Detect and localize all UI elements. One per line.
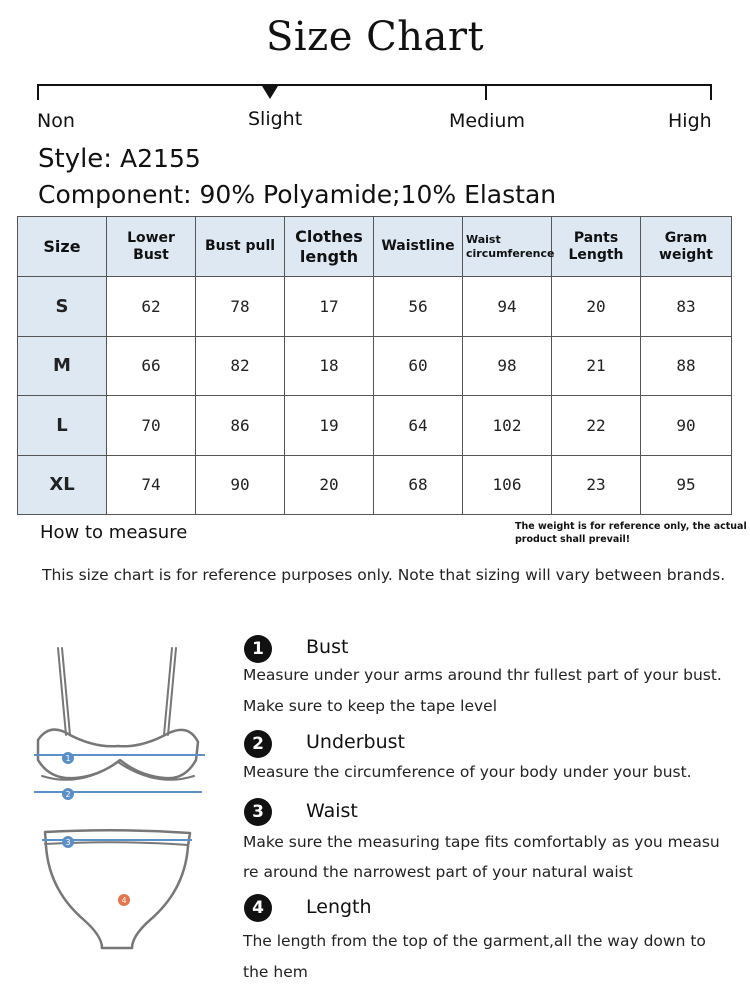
header-lower-bust: Lower Bust [107,217,196,277]
table-cell: 86 [196,396,285,456]
table-cell: 19 [285,396,374,456]
table-cell: 82 [196,336,285,396]
step-3-number-icon: 3 [244,798,272,826]
scale-label-medium: Medium [449,110,525,132]
page-title: Size Chart [265,14,485,60]
step-1-line-1: Measure under your arms around thr fullest part of your bust. [243,666,722,684]
table-cell: 62 [107,277,196,337]
marker-3 [62,836,74,848]
scale-label-slight: Slight [248,108,303,130]
scale-label-high: High [668,110,712,132]
table-cell: 88 [641,336,732,396]
header-gram-weight: Gram weight [641,217,732,277]
table-cell: 90 [641,396,732,456]
step-4-number-icon: 4 [244,894,272,922]
table-cell: 94 [463,277,552,337]
table-cell: 17 [285,277,374,337]
table-cell: 66 [107,336,196,396]
style-value: A2155 [120,144,201,173]
table-cell: 102 [463,396,552,456]
table-cell: 21 [552,336,641,396]
header-clothes-length: Clothes length [285,217,374,277]
table-cell: 23 [552,455,641,515]
table-row [18,277,732,337]
weight-note: The weight is for reference only, the actual product shall prevail! [515,521,747,545]
size-table [17,216,732,515]
step-3-line-1: Make sure the measuring tape fits comfortably as you measu [243,833,720,851]
table-cell: 68 [374,455,463,515]
style-label: Style: [38,144,113,174]
scale-line [38,84,712,86]
step-3-title: Waist [306,800,358,822]
table-cell: 20 [552,277,641,337]
table-cell: 78 [196,277,285,337]
disclaimer: This size chart is for reference purposes only. Note that sizing will vary between brands. [42,566,726,584]
stretch-scale [0,0,750,140]
table-cell: 95 [641,455,732,515]
scale-tick-medium [485,84,487,100]
table-row [18,396,732,456]
scale-tick-non [37,84,39,100]
size-cell: M [18,336,107,396]
size-cell: XL [18,455,107,515]
step-4-line-2: the hem [243,963,308,981]
marker-2 [62,788,74,800]
header-size: Size [18,217,107,277]
table-cell: 56 [374,277,463,337]
step-1-title: Bust [306,636,349,658]
step-4-title: Length [306,896,372,918]
table-cell: 20 [285,455,374,515]
scale-marker-triangle [262,86,278,99]
header-pants-length: Pants Length [552,217,641,277]
table-cell: 83 [641,277,732,337]
marker-1 [62,752,74,764]
svg-text:1: 1 [65,754,71,763]
size-cell: S [18,277,107,337]
header-bust-pull: Bust pull [196,217,285,277]
table-cell: 60 [374,336,463,396]
table-cell: 18 [285,336,374,396]
table-cell: 74 [107,455,196,515]
component-value: 90% Polyamide;10% Elastan [199,180,557,209]
step-4-line-1: The length from the top of the garment,all the way down to [243,932,706,950]
table-cell: 64 [374,396,463,456]
size-cell: L [18,396,107,456]
scale-label-non: Non [37,110,75,132]
component-line [38,180,556,209]
table-row [18,336,732,396]
table-header-row [18,217,732,277]
style-line [38,144,201,174]
step-3-line-2: re around the narrowest part of your natural waist [243,863,633,881]
step-2-number-icon: 2 [244,730,272,758]
scale-tick-high [710,84,712,100]
svg-text:3: 3 [65,838,71,847]
table-row [18,455,732,515]
table-cell: 98 [463,336,552,396]
svg-text:2: 2 [65,790,71,799]
svg-text:4: 4 [121,896,127,905]
table-cell: 90 [196,455,285,515]
how-to-measure-heading: How to measure [40,522,188,543]
header-waist-circumference: Waist circumference [463,217,552,277]
marker-4 [118,894,130,906]
step-2-line-1: Measure the circumference of your body under your bust. [243,763,692,781]
component-label: Component: [38,180,192,209]
table-cell: 22 [552,396,641,456]
step-2-title: Underbust [306,731,405,753]
header-waistline: Waistline [374,217,463,277]
table-cell: 70 [107,396,196,456]
step-1-number-icon: 1 [244,635,272,663]
bikini-measurement-illustration [20,630,220,970]
table-cell: 106 [463,455,552,515]
step-1-line-2: Make sure to keep the tape level [243,697,498,715]
